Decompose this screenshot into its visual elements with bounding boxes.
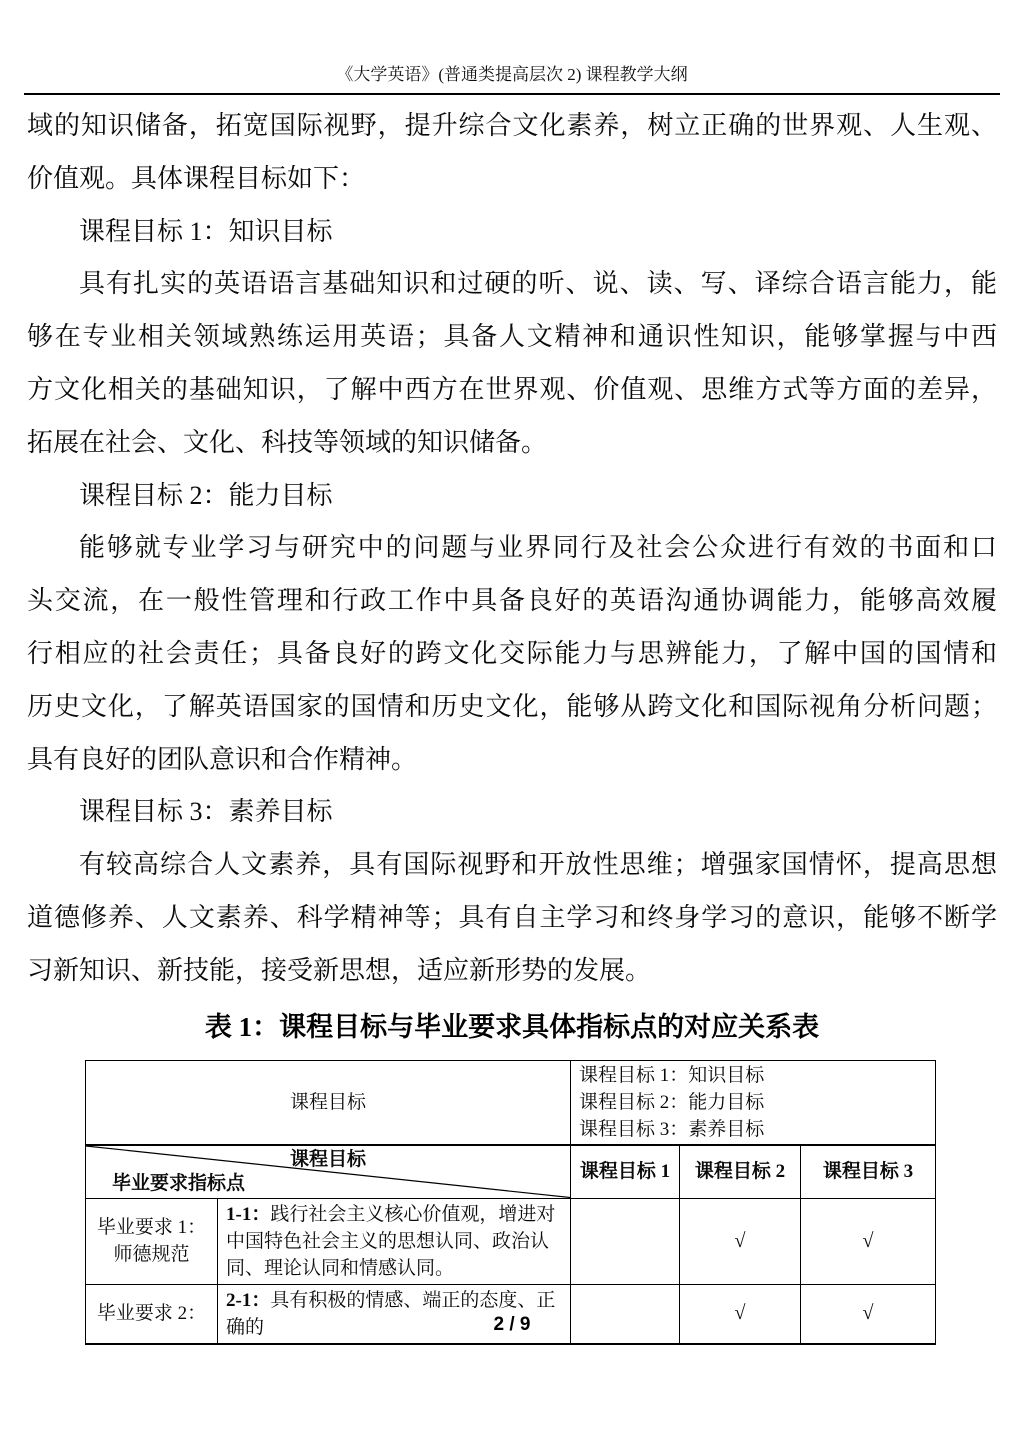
mark-cell: √ [680, 1198, 801, 1284]
body-line: 方文化相关的基础知识，了解中西方在世界观、价值观、思维方式等方面的差异， [27, 374, 997, 404]
body-line: 道德修养、人文素养、科学精神等；具有自主学习和终身学习的意识，能够不断学 [27, 902, 997, 932]
body-line: 历史文化，了解英语国家的国情和历史文化，能够从跨文化和国际视角分析问题； [27, 691, 997, 721]
indicator-number: 2-1： [226, 1289, 271, 1311]
body-line: 能够就专业学习与研究中的问题与业界同行及社会公众进行有效的书面和口 [79, 533, 997, 563]
body-line: 具有良好的团队意识和合作精神。 [27, 744, 418, 774]
indicator-text: 具有积极的情感、端正的态度、正确的 [226, 1289, 556, 1338]
body-line: 课程目标 3：素养目标 [79, 797, 333, 827]
body-line: 习新知识、新技能，接受新思想，适应新形势的发展。 [27, 955, 652, 985]
body-line: 课程目标 1：知识目标 [79, 216, 333, 246]
diagonal-header-cell [86, 1145, 571, 1198]
body-line: 域的知识储备，拓宽国际视野，提升综合文化素养，树立正确的世界观、人生观、 [27, 111, 997, 140]
body-line: 拓展在社会、文化、科技等领域的知识储备。 [27, 427, 548, 457]
objective-list-cell [571, 1061, 936, 1146]
mark-cell [571, 1198, 680, 1284]
body-line: 具有扎实的英语语言基础知识和过硬的听、说、读、写、译综合语言能力，能 [79, 269, 997, 299]
page-header-title: 《大学英语》(普通类提高层次 2) 课程教学大纲 [336, 65, 688, 84]
body-line: 够在专业相关领域熟练运用英语；具备人文精神和通识性知识，能够掌握与中西 [27, 322, 997, 352]
body-line: 头交流，在一般性管理和行政工作中具备良好的英语沟通协调能力，能够高效履 [27, 586, 997, 616]
diagonal-top-label: 课程目标 [290, 1149, 367, 1170]
indicator-text: 践行社会主义核心价值观，增进对中国特色社会主义的思想认同、政治认同、理论认同和情感认同。 [226, 1203, 556, 1279]
objective-line: 课程目标 1：知识目标 [579, 1065, 765, 1086]
col-header-objective-3: 课程目标 3 [801, 1145, 936, 1198]
mark-cell: √ [801, 1284, 936, 1344]
document-body [27, 100, 997, 998]
objective-line: 课程目标 3：素养目标 [579, 1119, 765, 1140]
table-title: 表 1：课程目标与毕业要求具体指标点的对应关系表 [204, 1012, 820, 1042]
objective-requirement-mapping-table [85, 1060, 936, 1345]
indicator-number: 1-1： [226, 1203, 271, 1225]
course-objectives-label-cell: 课程目标 [86, 1061, 571, 1146]
page-number: 2 / 9 [493, 1314, 531, 1335]
objective-line: 课程目标 2：能力目标 [579, 1092, 765, 1113]
col-header-objective-1: 课程目标 1 [571, 1145, 680, 1198]
body-line: 行相应的社会责任；具备良好的跨文化交际能力与思辨能力，了解中国的国情和 [27, 638, 997, 668]
requirement-line: 师德规范 [113, 1244, 190, 1265]
mark-cell: √ [680, 1284, 801, 1344]
body-line: 价值观。具体课程目标如下： [27, 163, 366, 193]
body-line: 有较高综合人文素养，具有国际视野和开放性思维；增强家国情怀，提高思想 [79, 850, 997, 880]
header-rule [24, 93, 1000, 95]
requirement-line: 毕业要求 1： [96, 1217, 207, 1238]
col-header-objective-2: 课程目标 2 [680, 1145, 801, 1198]
diagonal-bottom-label: 毕业要求指标点 [112, 1172, 246, 1194]
requirement-cell [86, 1198, 218, 1284]
body-line: 课程目标 2：能力目标 [79, 480, 333, 510]
requirement-line: 毕业要求 2： [96, 1303, 207, 1324]
mark-cell: √ [801, 1198, 936, 1284]
table-row [86, 1198, 936, 1284]
indicator-cell [218, 1198, 571, 1284]
